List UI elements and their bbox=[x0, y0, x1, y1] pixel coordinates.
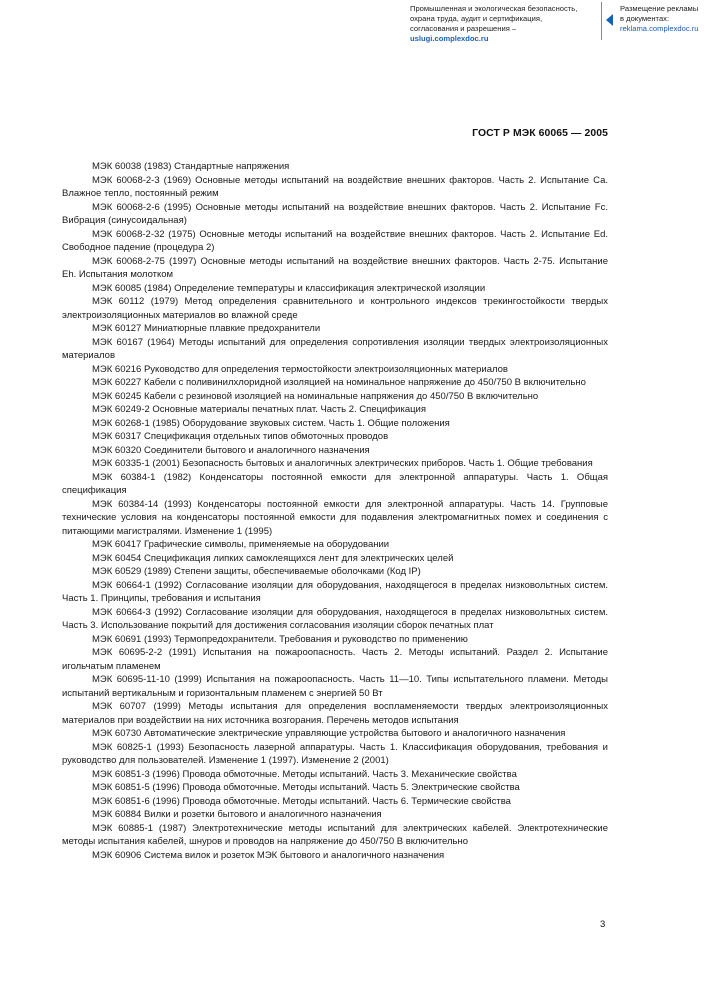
arrow-left-icon bbox=[606, 14, 613, 26]
standard-entry: МЭК 60227 Кабели с поливинилхлоридной изоляцией на номинальное напряжение до 450/750 В включительно bbox=[92, 377, 586, 388]
standard-entry: МЭК 60417 Графические символы, применяемые на оборудовании bbox=[92, 539, 390, 550]
standard-entry: МЭК 60335-1 (2001) Безопасность бытовых и аналогичных электрических приборов. Часть 1. Общие требования bbox=[92, 458, 593, 469]
standard-entry: МЭК 60268-1 (1985) Оборудование звуковых систем. Часть 1. Общие положения bbox=[92, 417, 450, 429]
banner-services-line: Промышленная и экологическая безопасность, bbox=[410, 4, 578, 13]
standard-entry: МЭК 60707 (1999) Методы испытания для определения воспламеняемости твердых электроизоляционных материалов при воздействии на них источника возгорания. Перечень методов испытания bbox=[62, 701, 608, 726]
banner-services-text: согласования и разрешения – bbox=[410, 24, 517, 33]
document-header: ГОСТ Р МЭК 60065 — 2005 bbox=[472, 128, 608, 139]
standard-entry: МЭК 60085 (1984) Определение температуры и классификация электрической изоляции bbox=[92, 282, 486, 294]
banner-ads-block bbox=[620, 4, 710, 34]
standard-entry: МЭК 60068-2-32 (1975) Основные методы испытаний на воздействие внешних факторов. Часть 2. Испытание Ed. Свободное падение (процедура 2) bbox=[62, 228, 608, 253]
standard-entry: МЭК 60127 Миниатюрные плавкие предохранители bbox=[92, 323, 321, 334]
standard-entry: МЭК 60851-5 (1996) Провода обмоточные. Методы испытаний. Часть 5. Электрические свойства bbox=[92, 782, 520, 793]
standard-entry: МЭК 60851-6 (1996) Провода обмоточные. Методы испытаний. Часть 6. Термические свойства bbox=[92, 795, 511, 807]
standard-entry: МЭК 60384-14 (1993) Конденсаторы постоянной емкости для электронной аппаратуры. Часть 14. Групповые технические условия на конденсаторы постоянной емкости для подавления электромагнитных помех и соединения с питающими магистралями. Изменение 1 (1995) bbox=[62, 498, 608, 537]
standard-entry: МЭК 60245 Кабели с резиновой изоляцией на номинальные напряжения до 450/750 В включительно bbox=[92, 390, 539, 402]
standard-entry: МЭК 60664-1 (1992) Согласование изоляции для оборудования, находящегося в пределах низковольтных систем. Часть 1. Принципы, требования и испытания bbox=[62, 579, 608, 604]
standard-entry: МЭК 60825-1 (1993) Безопасность лазерной аппаратуры. Часть 1. Классификация оборудования, требования и руководство для пользователей. Изменение 1 (1997). Изменение 2 (2001) bbox=[62, 741, 608, 766]
standard-entry: МЭК 60038 (1983) Стандартные напряжения bbox=[92, 161, 290, 172]
standard-entry: МЭК 60906 Система вилок и розеток МЭК бытового и аналогичного назначения bbox=[92, 849, 445, 861]
standard-entry: МЭК 60068-2-3 (1969) Основные методы испытаний на воздействие внешних факторов. Часть 2. Испытание Са. Влажное тепло, постоянный режим bbox=[62, 174, 608, 199]
standard-entry: МЭК 60167 (1964) Методы испытаний для определения сопротивления изоляции твердых электроизоляционных материалов bbox=[62, 336, 608, 361]
standard-entry: МЭК 60112 (1979) Метод определения сравнительного и контрольного индексов трекингостойкости твердых электроизоляционных материалов во влажной среде bbox=[62, 296, 608, 321]
banner-ads-line: в документах: bbox=[620, 14, 670, 23]
standard-entry: МЭК 60317 Спецификация отдельных типов обмоточных проводов bbox=[92, 431, 389, 442]
standards-list bbox=[62, 160, 608, 862]
standard-entry: МЭК 60884 Вилки и розетки бытового и аналогичного назначения bbox=[92, 809, 382, 820]
standard-entry: МЭК 60249-2 Основные материалы печатных плат. Часть 2. Спецификация bbox=[92, 404, 427, 415]
standard-entry: МЭК 60320 Соединители бытового и аналогичного назначения bbox=[92, 444, 370, 456]
banner-services-block bbox=[410, 4, 596, 44]
banner-ads-line: Размещение рекламы bbox=[620, 4, 699, 13]
standard-entry: МЭК 60695-11-10 (1999) Испытания на пожароопасность. Часть 11—10. Типы испытательного пламени. Методы испытаний вертикальным и горизонтальным пламенем с энергией 50 Вт bbox=[62, 674, 608, 699]
standard-entry: МЭК 60068-2-6 (1995) Основные методы испытаний на воздействие внешних факторов. Часть 2. Испытание Fc. Вибрация (синусоидальная) bbox=[62, 201, 608, 226]
banner-services-line: охрана труда, аудит и сертификация, bbox=[410, 14, 543, 23]
banner-services-line bbox=[410, 24, 596, 44]
standard-entry: МЭК 60454 Спецификация липких самоклеящихся лент для электрических целей bbox=[92, 552, 454, 564]
page-number: 3 bbox=[600, 919, 606, 930]
standard-entry: МЭК 60695-2-2 (1991) Испытания на пожароопасность. Часть 2. Методы испытаний. Раздел 2. Испытание игольчатым пламенем bbox=[62, 647, 608, 672]
standard-entry: МЭК 60885-1 (1987) Электротехнические методы испытаний для электрических кабелей. Электротехнические методы испытания кабелей, шнуров и проводов на напряжение до 450/750 В включительно bbox=[62, 822, 608, 847]
standard-entry: МЭК 60691 (1993) Термопредохранители. Требования и руководство по применению bbox=[92, 633, 468, 645]
standard-entry: МЭК 60730 Автоматические электрические управляющие устройства бытового и аналогичного назначения bbox=[92, 728, 566, 739]
standard-entry: МЭК 60664-3 (1992) Согласование изоляции для оборудования, находящегося в пределах низковольтных систем. Часть 3. Использование покрытий для достижения согласования изоляции сборок печатных плат bbox=[62, 606, 608, 631]
services-link[interactable]: uslugi.complexdoc.ru bbox=[410, 34, 489, 43]
banner-divider bbox=[601, 2, 602, 40]
standard-entry: МЭК 60851-3 (1996) Провода обмоточные. Методы испытаний. Часть 3. Механические свойства bbox=[92, 768, 517, 780]
ads-link[interactable]: reklama.complexdoc.ru bbox=[620, 24, 699, 33]
standard-entry: МЭК 60384-1 (1982) Конденсаторы постоянной емкости для электронной аппаратуры. Часть 1. Общая спецификация bbox=[62, 471, 608, 496]
ad-banner bbox=[0, 0, 711, 46]
standard-entry: МЭК 60529 (1989) Степени защиты, обеспечиваемые оболочками (Код IP) bbox=[92, 566, 421, 577]
standard-entry: МЭК 60216 Руководство для определения термостойкости электроизоляционных материалов bbox=[92, 363, 508, 375]
standard-entry: МЭК 60068-2-75 (1997) Основные методы испытаний на воздействие внешних факторов. Часть 2-75. Испытание Eh. Испытания молотком bbox=[62, 255, 608, 280]
